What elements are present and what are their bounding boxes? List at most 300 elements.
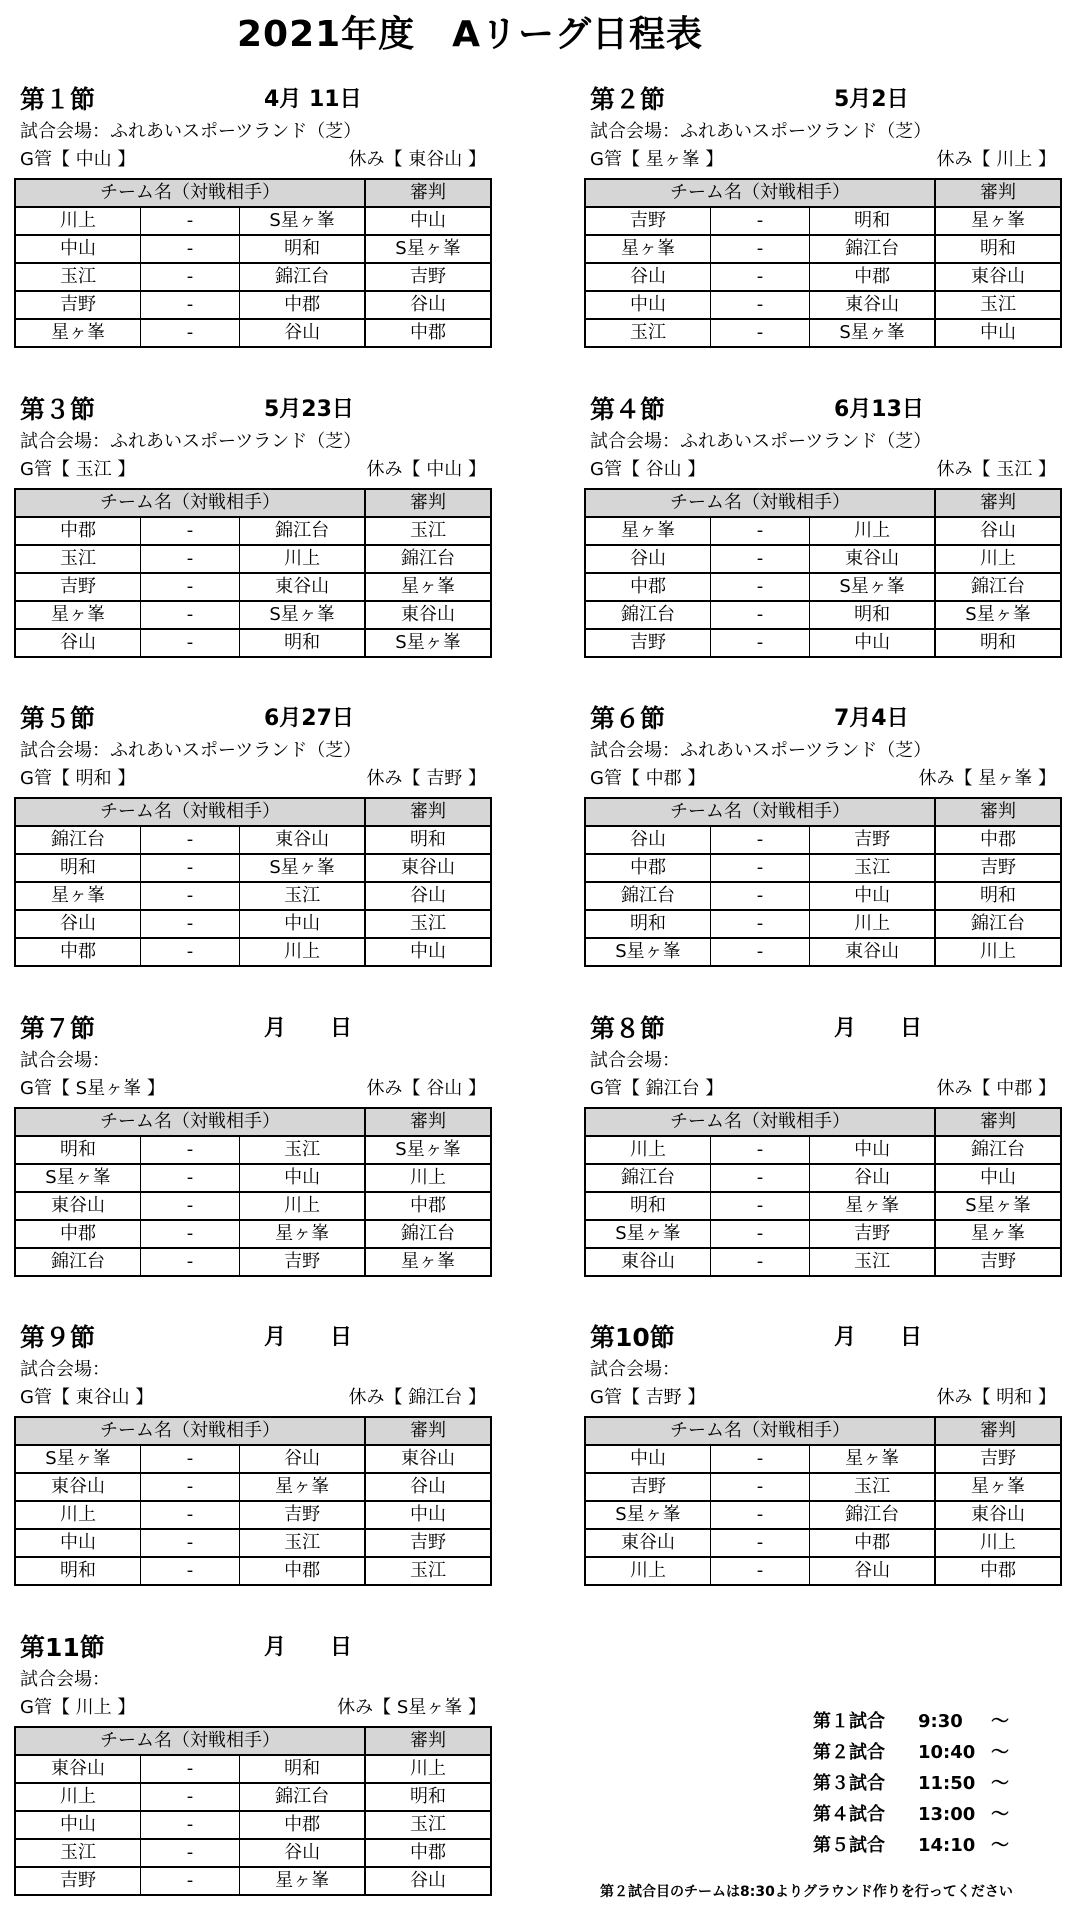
ground-manager-team: 谷山 (639, 459, 688, 480)
referee-team: S星ヶ峯 (365, 629, 491, 657)
round-number: 第３節 (20, 395, 96, 424)
rest-label: 休み【 (936, 1078, 991, 1099)
referee-team: 中郡 (935, 1557, 1061, 1585)
home-team: 東谷山 (585, 1248, 710, 1276)
match-table (584, 488, 1062, 658)
rest-label: 休み【 (936, 459, 991, 480)
home-team: 錦江台 (15, 826, 140, 854)
rest-team-name: 星ヶ峯 (972, 768, 1038, 789)
referee-team: 錦江台 (365, 545, 491, 573)
bracket-close: 】 (1038, 459, 1056, 480)
versus-dash: - (140, 1473, 239, 1501)
rest-team (937, 1075, 1056, 1103)
header-referee: 審判 (365, 1727, 491, 1755)
venue-label: 試合会場： (20, 740, 110, 761)
table-row (585, 1220, 1061, 1248)
ground-manager-team: 玉江 (69, 459, 118, 480)
round-date: 6月13日 (834, 397, 924, 422)
away-team: 錦江台 (240, 263, 365, 291)
ground-manager-label: G管【 (20, 1697, 70, 1718)
home-team: 東谷山 (15, 1755, 140, 1783)
referee-team: 中山 (365, 207, 491, 235)
versus-dash: - (140, 1248, 239, 1276)
home-team: S星ヶ峯 (585, 938, 710, 966)
home-team: 錦江台 (585, 601, 710, 629)
versus-dash: - (140, 517, 239, 545)
table-header-row (15, 179, 491, 207)
away-team: S星ヶ峯 (240, 207, 365, 235)
home-team: 中山 (15, 1529, 140, 1557)
versus-dash: - (710, 1136, 809, 1164)
home-team: 明和 (15, 854, 140, 882)
away-team: 谷山 (240, 1839, 365, 1867)
versus-dash: - (710, 1445, 809, 1473)
match-table (14, 797, 492, 967)
away-team: 谷山 (240, 319, 365, 347)
table-row (15, 517, 491, 545)
versus-dash: - (140, 1839, 239, 1867)
away-team: 明和 (810, 601, 935, 629)
table-row (585, 1164, 1061, 1192)
venue-name: ふれあいスポーツランド（芝） (110, 121, 362, 142)
table-header-row (585, 1417, 1061, 1445)
ground-manager-team: 中山 (69, 149, 118, 170)
table-row (15, 1867, 491, 1895)
match-time-row (813, 1799, 1043, 1830)
rest-team-name: 錦江台 (402, 1387, 468, 1408)
referee-team: 谷山 (365, 1473, 491, 1501)
versus-dash: - (710, 1192, 809, 1220)
match-table (584, 797, 1062, 967)
bracket-close: 】 (468, 1078, 486, 1099)
table-row (15, 1248, 491, 1276)
round-header (584, 701, 1064, 737)
rest-team-name: 谷山 (420, 1078, 468, 1099)
rest-team-name: 中山 (420, 459, 468, 480)
ground-manager-line (20, 146, 500, 174)
away-team: 中郡 (240, 1811, 365, 1839)
rest-team (919, 765, 1056, 793)
table-row (585, 1445, 1061, 1473)
ground-manager-team: 東谷山 (69, 1387, 136, 1408)
rest-label: 休み【 (366, 768, 421, 789)
referee-team: 錦江台 (365, 1220, 491, 1248)
away-team: 吉野 (810, 1220, 935, 1248)
referee-team: 中郡 (935, 826, 1061, 854)
round-header (584, 392, 1064, 428)
referee-team: 明和 (365, 826, 491, 854)
ground-manager-team: 吉野 (639, 1387, 688, 1408)
referee-team: 川上 (935, 545, 1061, 573)
venue-line (590, 428, 931, 456)
away-team: 中郡 (240, 1557, 365, 1585)
referee-team: 明和 (365, 1783, 491, 1811)
bracket-close: 】 (468, 1697, 486, 1718)
home-team: 谷山 (585, 263, 710, 291)
ground-manager-team: 星ヶ峯 (639, 149, 706, 170)
versus-dash: - (710, 629, 809, 657)
table-row (585, 263, 1061, 291)
table-row (585, 1501, 1061, 1529)
referee-team: S星ヶ峯 (935, 601, 1061, 629)
referee-team: 中山 (365, 1501, 491, 1529)
versus-dash: - (710, 235, 809, 263)
ground-manager-label: G管【 (590, 1078, 640, 1099)
home-team: 玉江 (15, 545, 140, 573)
ground-manager-label: G管【 (20, 459, 70, 480)
home-team: S星ヶ峯 (15, 1445, 140, 1473)
home-team: 川上 (585, 1136, 710, 1164)
ground-manager-line (20, 1694, 500, 1722)
round-header (14, 701, 494, 737)
round-block (14, 82, 494, 372)
home-team: 中郡 (585, 854, 710, 882)
rest-label: 休み【 (918, 768, 973, 789)
round-header (584, 1320, 1064, 1356)
time-tilde: ～ (991, 1773, 1009, 1794)
versus-dash: - (140, 882, 239, 910)
versus-dash: - (140, 1164, 239, 1192)
time-tilde: ～ (991, 1804, 1009, 1825)
venue-line (20, 118, 361, 146)
referee-team: 星ヶ峯 (935, 1220, 1061, 1248)
home-team: 中郡 (15, 1220, 140, 1248)
referee-team: 吉野 (935, 854, 1061, 882)
away-team: 東谷山 (810, 291, 935, 319)
referee-team: 東谷山 (365, 854, 491, 882)
home-team: 中山 (15, 1811, 140, 1839)
referee-team: 東谷山 (935, 263, 1061, 291)
versus-dash: - (140, 319, 239, 347)
round-date: 月 日 (264, 1635, 353, 1660)
rest-team (349, 146, 486, 174)
home-team: 川上 (15, 207, 140, 235)
away-team: 星ヶ峯 (810, 1445, 935, 1473)
home-team: 吉野 (15, 1867, 140, 1895)
versus-dash: - (140, 1220, 239, 1248)
venue-line (20, 1356, 110, 1384)
rest-team-name: 明和 (990, 1387, 1038, 1408)
table-row (15, 1164, 491, 1192)
ground-manager (590, 1078, 723, 1099)
away-team: 谷山 (810, 1557, 935, 1585)
ground-manager-line (20, 1384, 500, 1412)
match-label: 第５試合 (813, 1835, 885, 1856)
rest-team (937, 1384, 1056, 1412)
header-team: チーム名（対戦相手） (15, 1108, 365, 1136)
versus-dash: - (140, 629, 239, 657)
ground-manager-label: G管【 (20, 1078, 70, 1099)
header-team: チーム名（対戦相手） (585, 1417, 935, 1445)
away-team: 吉野 (810, 826, 935, 854)
rest-team-name: S星ヶ峯 (391, 1697, 468, 1718)
home-team: 明和 (585, 910, 710, 938)
bracket-close: 】 (687, 1387, 706, 1408)
venue-name: ふれあいスポーツランド（芝） (680, 740, 932, 761)
match-time: 14:10 (918, 1835, 976, 1856)
away-team: 谷山 (240, 1445, 365, 1473)
round-date: 4月 11日 (264, 87, 362, 112)
versus-dash: - (710, 573, 809, 601)
round-number: 第８節 (590, 1014, 666, 1043)
bracket-close: 】 (117, 459, 136, 480)
away-team: 中山 (810, 629, 935, 657)
table-row (15, 601, 491, 629)
ground-manager-team: 錦江台 (639, 1078, 706, 1099)
ground-manager-label: G管【 (20, 149, 70, 170)
home-team: 中郡 (585, 573, 710, 601)
table-row (15, 545, 491, 573)
table-row (15, 1473, 491, 1501)
home-team: 星ヶ峯 (15, 601, 140, 629)
home-team: 谷山 (585, 545, 710, 573)
ground-manager-line (20, 1075, 500, 1103)
home-team: S星ヶ峯 (15, 1164, 140, 1192)
match-time-row (813, 1768, 1043, 1799)
venue-line (20, 1047, 110, 1075)
table-row (15, 1811, 491, 1839)
home-team: 川上 (15, 1501, 140, 1529)
home-team: 東谷山 (585, 1529, 710, 1557)
table-row (585, 1248, 1061, 1276)
table-row (15, 1445, 491, 1473)
away-team: 川上 (240, 545, 365, 573)
away-team: S星ヶ峯 (810, 319, 935, 347)
round-number: 第５節 (20, 704, 96, 733)
ground-manager-label: G管【 (590, 768, 640, 789)
referee-team: 中山 (365, 938, 491, 966)
versus-dash: - (140, 1501, 239, 1529)
header-team: チーム名（対戦相手） (585, 798, 935, 826)
match-table (14, 488, 492, 658)
table-header-row (15, 1417, 491, 1445)
home-team: 錦江台 (585, 882, 710, 910)
referee-team: 東谷山 (365, 1445, 491, 1473)
referee-team: 明和 (935, 882, 1061, 910)
versus-dash: - (710, 1164, 809, 1192)
home-team: 玉江 (15, 263, 140, 291)
header-team: チーム名（対戦相手） (585, 489, 935, 517)
home-team: 谷山 (585, 826, 710, 854)
match-label: 第３試合 (813, 1773, 885, 1794)
time-tilde: ～ (991, 1835, 1009, 1856)
home-team: S星ヶ峯 (585, 1220, 710, 1248)
referee-team: 錦江台 (935, 910, 1061, 938)
referee-team: 東谷山 (935, 1501, 1061, 1529)
round-number: 第１節 (20, 85, 96, 114)
bracket-close: 】 (1038, 149, 1056, 170)
away-team: 星ヶ峯 (240, 1473, 365, 1501)
header-referee: 審判 (935, 179, 1061, 207)
rest-team-name: 玉江 (990, 459, 1038, 480)
venue-line (590, 118, 931, 146)
referee-team: 錦江台 (935, 1136, 1061, 1164)
round-header (14, 392, 494, 428)
page-title: 2021年度 Aリーグ日程表 (236, 14, 704, 55)
round-number: 第10節 (590, 1323, 675, 1352)
versus-dash: - (140, 1557, 239, 1585)
match-table (14, 178, 492, 348)
ground-manager (20, 1697, 135, 1718)
round-block (584, 701, 1064, 991)
round-header (584, 82, 1064, 118)
table-row (15, 910, 491, 938)
referee-team: 吉野 (935, 1248, 1061, 1276)
bracket-close: 】 (705, 1078, 724, 1099)
header-team: チーム名（対戦相手） (15, 489, 365, 517)
header-referee: 審判 (935, 798, 1061, 826)
referee-team: 川上 (365, 1755, 491, 1783)
venue-name: ふれあいスポーツランド（芝） (680, 431, 932, 452)
versus-dash: - (710, 1501, 809, 1529)
match-label: 第４試合 (813, 1804, 885, 1825)
away-team: 錦江台 (810, 1501, 935, 1529)
rest-team (367, 765, 486, 793)
table-row (585, 854, 1061, 882)
table-row (585, 573, 1061, 601)
referee-team: 川上 (365, 1164, 491, 1192)
venue-name: ふれあいスポーツランド（芝） (110, 431, 362, 452)
versus-dash: - (710, 910, 809, 938)
away-team: 東谷山 (240, 573, 365, 601)
ground-manager-line (590, 456, 1070, 484)
referee-team: 星ヶ峯 (935, 207, 1061, 235)
versus-dash: - (710, 882, 809, 910)
home-team: 吉野 (585, 207, 710, 235)
home-team: 星ヶ峯 (15, 319, 140, 347)
rest-team (337, 1694, 486, 1722)
rest-team-name: 川上 (990, 149, 1038, 170)
home-team: 玉江 (585, 319, 710, 347)
venue-line (590, 737, 931, 765)
table-row (585, 517, 1061, 545)
table-row (15, 854, 491, 882)
away-team: 中山 (810, 1136, 935, 1164)
venue-line (590, 1356, 680, 1384)
ground-manager (20, 768, 135, 789)
bracket-close: 】 (117, 1697, 136, 1718)
away-team: 錦江台 (240, 517, 365, 545)
venue-label: 試合会場： (590, 1050, 680, 1071)
away-team: 星ヶ峯 (240, 1220, 365, 1248)
away-team: 明和 (810, 207, 935, 235)
time-tilde: ～ (991, 1711, 1009, 1732)
match-times (813, 1706, 1043, 1861)
ground-manager (590, 149, 723, 170)
table-row (15, 1136, 491, 1164)
match-time: 11:50 (918, 1773, 976, 1794)
away-team: 川上 (240, 938, 365, 966)
home-team: 中郡 (15, 938, 140, 966)
referee-team: 星ヶ峯 (935, 1473, 1061, 1501)
table-row (585, 545, 1061, 573)
rest-label: 休み【 (366, 1078, 421, 1099)
bracket-close: 】 (146, 1078, 165, 1099)
venue-label: 試合会場： (590, 740, 680, 761)
versus-dash: - (140, 1783, 239, 1811)
rest-team (349, 1384, 486, 1412)
table-header-row (15, 798, 491, 826)
venue-line (20, 737, 361, 765)
home-team: 中山 (585, 1445, 710, 1473)
round-block (584, 82, 1064, 372)
referee-team: 明和 (935, 629, 1061, 657)
table-row (15, 207, 491, 235)
referee-team: 吉野 (365, 1529, 491, 1557)
home-team: 中郡 (15, 517, 140, 545)
versus-dash: - (140, 938, 239, 966)
header-referee: 審判 (365, 1108, 491, 1136)
versus-dash: - (710, 291, 809, 319)
header-referee: 審判 (935, 1417, 1061, 1445)
versus-dash: - (710, 1248, 809, 1276)
versus-dash: - (140, 601, 239, 629)
versus-dash: - (710, 1529, 809, 1557)
referee-team: 谷山 (935, 517, 1061, 545)
match-table (14, 1107, 492, 1277)
header-team: チーム名（対戦相手） (15, 179, 365, 207)
home-team: 中山 (15, 235, 140, 263)
table-row (585, 207, 1061, 235)
venue-line (20, 428, 361, 456)
referee-team: 谷山 (365, 291, 491, 319)
rest-team (367, 456, 486, 484)
round-number: 第２節 (590, 85, 666, 114)
table-row (15, 882, 491, 910)
table-row (585, 1192, 1061, 1220)
versus-dash: - (140, 826, 239, 854)
away-team: 東谷山 (810, 545, 935, 573)
match-time: 9:30 (918, 1711, 963, 1732)
away-team: 玉江 (810, 1473, 935, 1501)
away-team: 中山 (240, 910, 365, 938)
table-row (15, 1839, 491, 1867)
versus-dash: - (710, 319, 809, 347)
ground-manager-team: 中郡 (639, 768, 688, 789)
referee-team: 中郡 (365, 319, 491, 347)
round-block (14, 1011, 494, 1301)
table-row (585, 1557, 1061, 1585)
home-team: 川上 (585, 1557, 710, 1585)
versus-dash: - (140, 1811, 239, 1839)
referee-team: 錦江台 (935, 573, 1061, 601)
rest-team (367, 1075, 486, 1103)
match-table (584, 1416, 1062, 1586)
rest-team (937, 146, 1056, 174)
venue-label: 試合会場： (20, 1669, 110, 1690)
home-team: 明和 (15, 1557, 140, 1585)
away-team: 玉江 (240, 1529, 365, 1557)
ground-manager-label: G管【 (590, 149, 640, 170)
versus-dash: - (140, 1192, 239, 1220)
versus-dash: - (140, 1529, 239, 1557)
round-block (14, 1320, 494, 1610)
home-team: 玉江 (15, 1839, 140, 1867)
away-team: 錦江台 (810, 235, 935, 263)
home-team: 錦江台 (15, 1248, 140, 1276)
away-team: 中郡 (810, 263, 935, 291)
header-referee: 審判 (365, 1417, 491, 1445)
bracket-close: 】 (117, 768, 136, 789)
home-team: 東谷山 (15, 1192, 140, 1220)
table-row (585, 319, 1061, 347)
home-team: 明和 (585, 1192, 710, 1220)
versus-dash: - (710, 517, 809, 545)
header-referee: 審判 (365, 798, 491, 826)
home-team: S星ヶ峯 (585, 1501, 710, 1529)
versus-dash: - (140, 263, 239, 291)
referee-team: 吉野 (935, 1445, 1061, 1473)
